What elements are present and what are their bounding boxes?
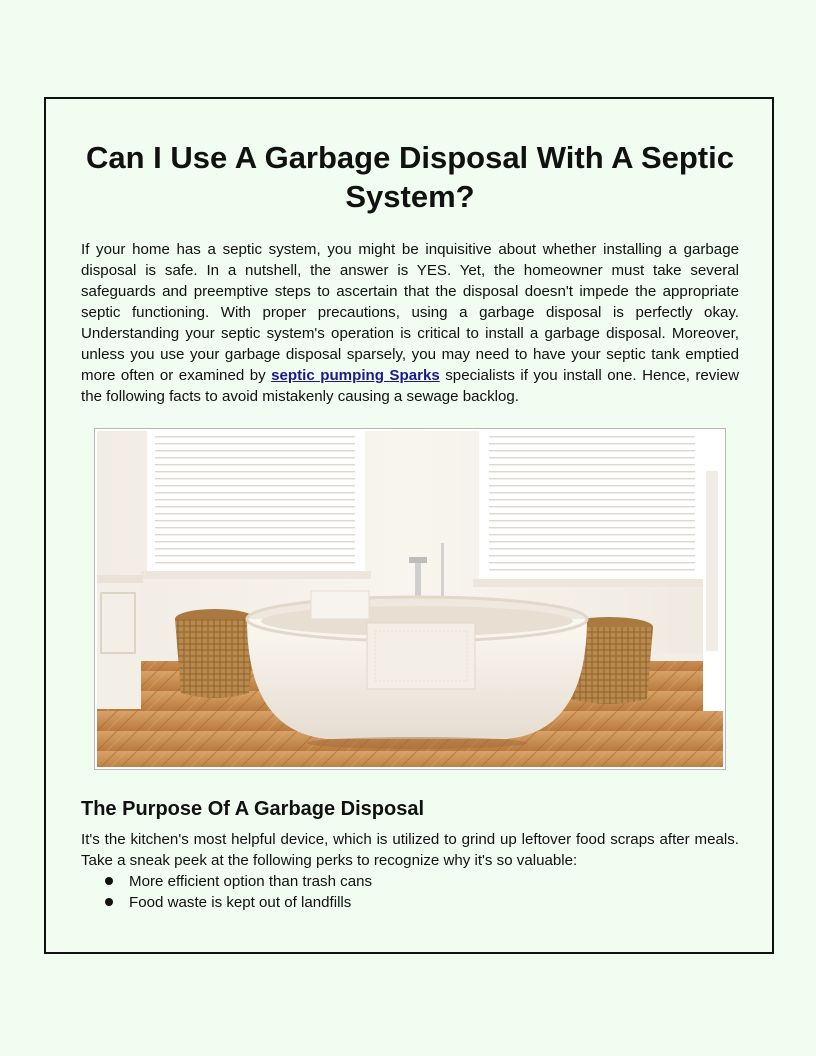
- bullet-icon: [105, 877, 113, 885]
- list-item: [103, 892, 372, 913]
- bathroom-photo: [94, 428, 726, 770]
- intro-paragraph: [81, 239, 739, 407]
- page-title: Can I Use A Garbage Disposal With A Septic System?: [86, 140, 734, 214]
- perks-list: [103, 871, 372, 913]
- section-paragraph: It's the kitchen's most helpful device, which is utilized to grind up leftover food scraps after meals. Take a sneak peek at the following perks to recognize why it's so valuable:: [81, 831, 739, 869]
- list-item-text: More efficient option than trash cans: [129, 873, 373, 890]
- list-item-text: Food waste is kept out of landfills: [129, 894, 352, 911]
- intro-text-after-link: specialists if you install one. Hence, review the following facts to avoid mistakenly causing a sewage backlog.: [81, 367, 740, 405]
- list-item: [103, 871, 372, 892]
- bathtub-illustration: [97, 431, 723, 767]
- septic-pumping-link[interactable]: septic pumping Sparks: [271, 367, 440, 384]
- bullet-icon: [105, 898, 113, 906]
- section-heading: The Purpose Of A Garbage Disposal: [81, 798, 425, 820]
- intro-text-before-link: If your home has a septic system, you might be inquisitive about whether installing a garbage disposal is safe. In a nutshell, the answer is YES. Yet, the homeowner must take several safeguards and preemptive steps to ascertain that the disposal doesn't impede the appropriate septic functioning. With proper precautions, using a garbage disposal is perfectly okay. Understanding your septic system's operation is critical to install a garbage disposal. Moreover, unless you use your garbage disposal sparsely, you may need to have your septic tank emptied more often or examined by: [81, 241, 739, 384]
